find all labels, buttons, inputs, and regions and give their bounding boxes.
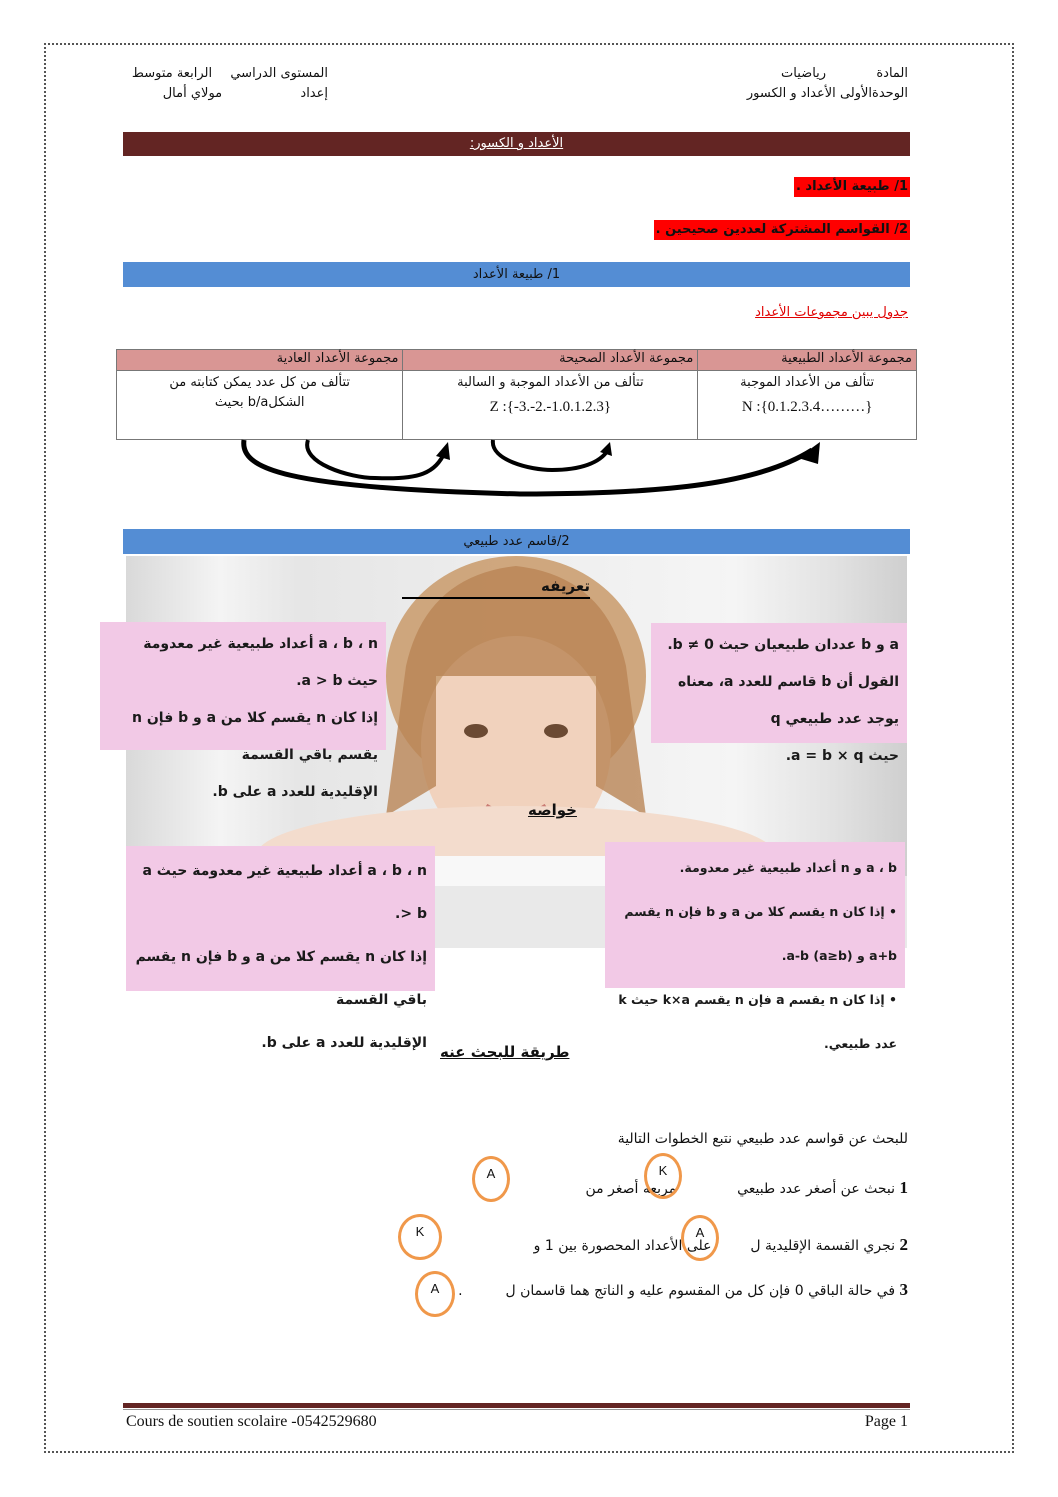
properties-right-note (605, 842, 905, 1051)
note-line: a ، b و n أعداد طبيعية غير معدومة. (679, 860, 897, 875)
step-text: في حالة الباقي 0 فإن كل من المقسوم عليه و الناتج هما قاسمان ل (505, 1283, 896, 1299)
note-line: القول أن b قاسم للعدد a، معناه يوجد عدد طبيعي q (678, 674, 899, 727)
footer-page-number: Page 1 (864, 1413, 908, 1430)
properties-left-note (126, 846, 435, 1051)
header-subject (781, 64, 908, 84)
step-text: نبحث عن أصغر عدد طبيعي (737, 1181, 896, 1197)
definition-heading (402, 577, 590, 599)
subject-label: المادة (876, 66, 908, 81)
note-line: الإقليدية للعدد a على b. (212, 784, 378, 800)
circle-k: K (398, 1214, 442, 1260)
arrow-integer-to-rational (307, 440, 445, 478)
author-label: إعداد (300, 86, 328, 101)
header-rational: مجموعة الأعداد العادية (117, 350, 403, 371)
author-value: مولاي أمال (162, 86, 223, 101)
method-intro: للبحث عن قواسم عدد طبيعي نتبع الخطوات التالية (617, 1131, 908, 1147)
natural-desc: تتألف من الأعداد الموجبة (740, 375, 875, 390)
level-label: المستوى الدراسي (230, 66, 328, 81)
level-value: الرابعة متوسط (131, 66, 213, 81)
arrowhead-icon (600, 442, 612, 456)
definition-heading-text: تعريفه (541, 577, 590, 595)
unit-label: الوحدةالأولى (839, 86, 908, 101)
note-line: إذا كان n يقسم كلا من a و b فإن n يقسم باقي القسمة (135, 949, 427, 1008)
properties-heading: خواصه (528, 801, 577, 819)
note-line: a و b عددان طبيعيان حيث b ≠ 0. (667, 637, 899, 653)
section1-title: 1/ طبيعة الأعداد (472, 267, 561, 282)
integer-desc: تتألف من الأعداد الموجبة و السالبة (457, 375, 644, 390)
note-line: • إذا كان n يقسم كلا من a و b فإن n يقسم a+b و a-b (a≥b). (624, 904, 897, 963)
step-number: 3 (899, 1280, 908, 1299)
note-line: • إذا كان n يقسم a فإن n يقسم k×a حيث k عدد طبيعي. (618, 992, 897, 1051)
rational-desc: تتألف من كل عدد يمكن كتابته من (169, 375, 351, 390)
integer-set: Z :{-3.-2.-1.0.1.2.3} (489, 399, 612, 415)
definition-right-note (651, 623, 907, 764)
circle-a: A (415, 1271, 455, 1317)
method-heading: طريقة للبحث عنه (440, 1043, 570, 1061)
cell-rational (117, 371, 403, 440)
table-header-row (117, 350, 917, 371)
cell-integer (403, 371, 698, 440)
main-title: الأعداد و الكسور: (469, 136, 564, 151)
table-row (117, 371, 917, 440)
circle-k: K (644, 1153, 682, 1199)
definition-left-note (100, 622, 386, 800)
main-title-band (123, 132, 910, 156)
step-text: مربعه أصغر من (585, 1181, 677, 1197)
subject-value: رياضيات (781, 66, 827, 81)
footer-left: Cours de soutien scolaire -0542529680 (126, 1413, 377, 1430)
note-line: إذا كان n يقسم كلا من a و b فإن n يقسم باقي القسمة (132, 710, 378, 763)
note-line: حيث a = b × q. (785, 748, 899, 764)
step-text: نجري القسمة الإقليدية ل (750, 1238, 896, 1254)
arrowhead-icon (798, 442, 820, 464)
note-line: الإقليدية للعدد a على b. (261, 1035, 427, 1051)
rational-form: الشكلb/a بحيث (214, 395, 305, 410)
footer-rule (123, 1403, 910, 1408)
number-sets-table (116, 349, 917, 440)
step-text: . (458, 1283, 463, 1299)
circle-a: A (681, 1215, 719, 1261)
header-unit (747, 84, 908, 104)
section1-band (123, 262, 910, 287)
step-number: 2 (899, 1235, 908, 1254)
note-line: a ، b ، n أعداد طبيعية غير معدومة حيث a > b. (142, 863, 427, 922)
table-caption: جدول يبين مجموعات الأعداد (755, 305, 908, 320)
header-author (163, 84, 328, 104)
step-2 (534, 1235, 908, 1255)
section2-band (123, 529, 910, 554)
step-1 (586, 1178, 909, 1198)
header-integer: مجموعة الأعداد الصحيحة (403, 350, 698, 371)
arrowhead-icon (436, 442, 450, 460)
outline-item-1: 1/ طبيعة الأعداد . (794, 177, 910, 197)
step-text: على الأعداد المحصورة بين 1 و (533, 1238, 712, 1254)
header-natural: مجموعة الأعداد الطبيعية (698, 350, 917, 371)
unit-value: الأعداد و الكسور (746, 86, 836, 101)
inclusion-arrows (200, 438, 850, 508)
outline-item-2: 2/ القواسم المشتركة لعددين صحيحين . (654, 220, 910, 240)
arrow-natural-to-integer (493, 440, 608, 470)
cell-natural (698, 371, 917, 440)
section2-title: 2/قاسم عدد طبيعي (463, 534, 570, 549)
step-number: 1 (899, 1178, 908, 1197)
circle-a: A (472, 1156, 510, 1202)
footer-rule-thin (123, 1409, 910, 1410)
header-level (132, 64, 328, 84)
note-line: a ، b ، n أعداد طبيعية غير معدومة حيث a > b. (143, 636, 378, 689)
step-3 (458, 1280, 908, 1300)
natural-set: N :{0.1.2.3.4………} (741, 399, 873, 415)
